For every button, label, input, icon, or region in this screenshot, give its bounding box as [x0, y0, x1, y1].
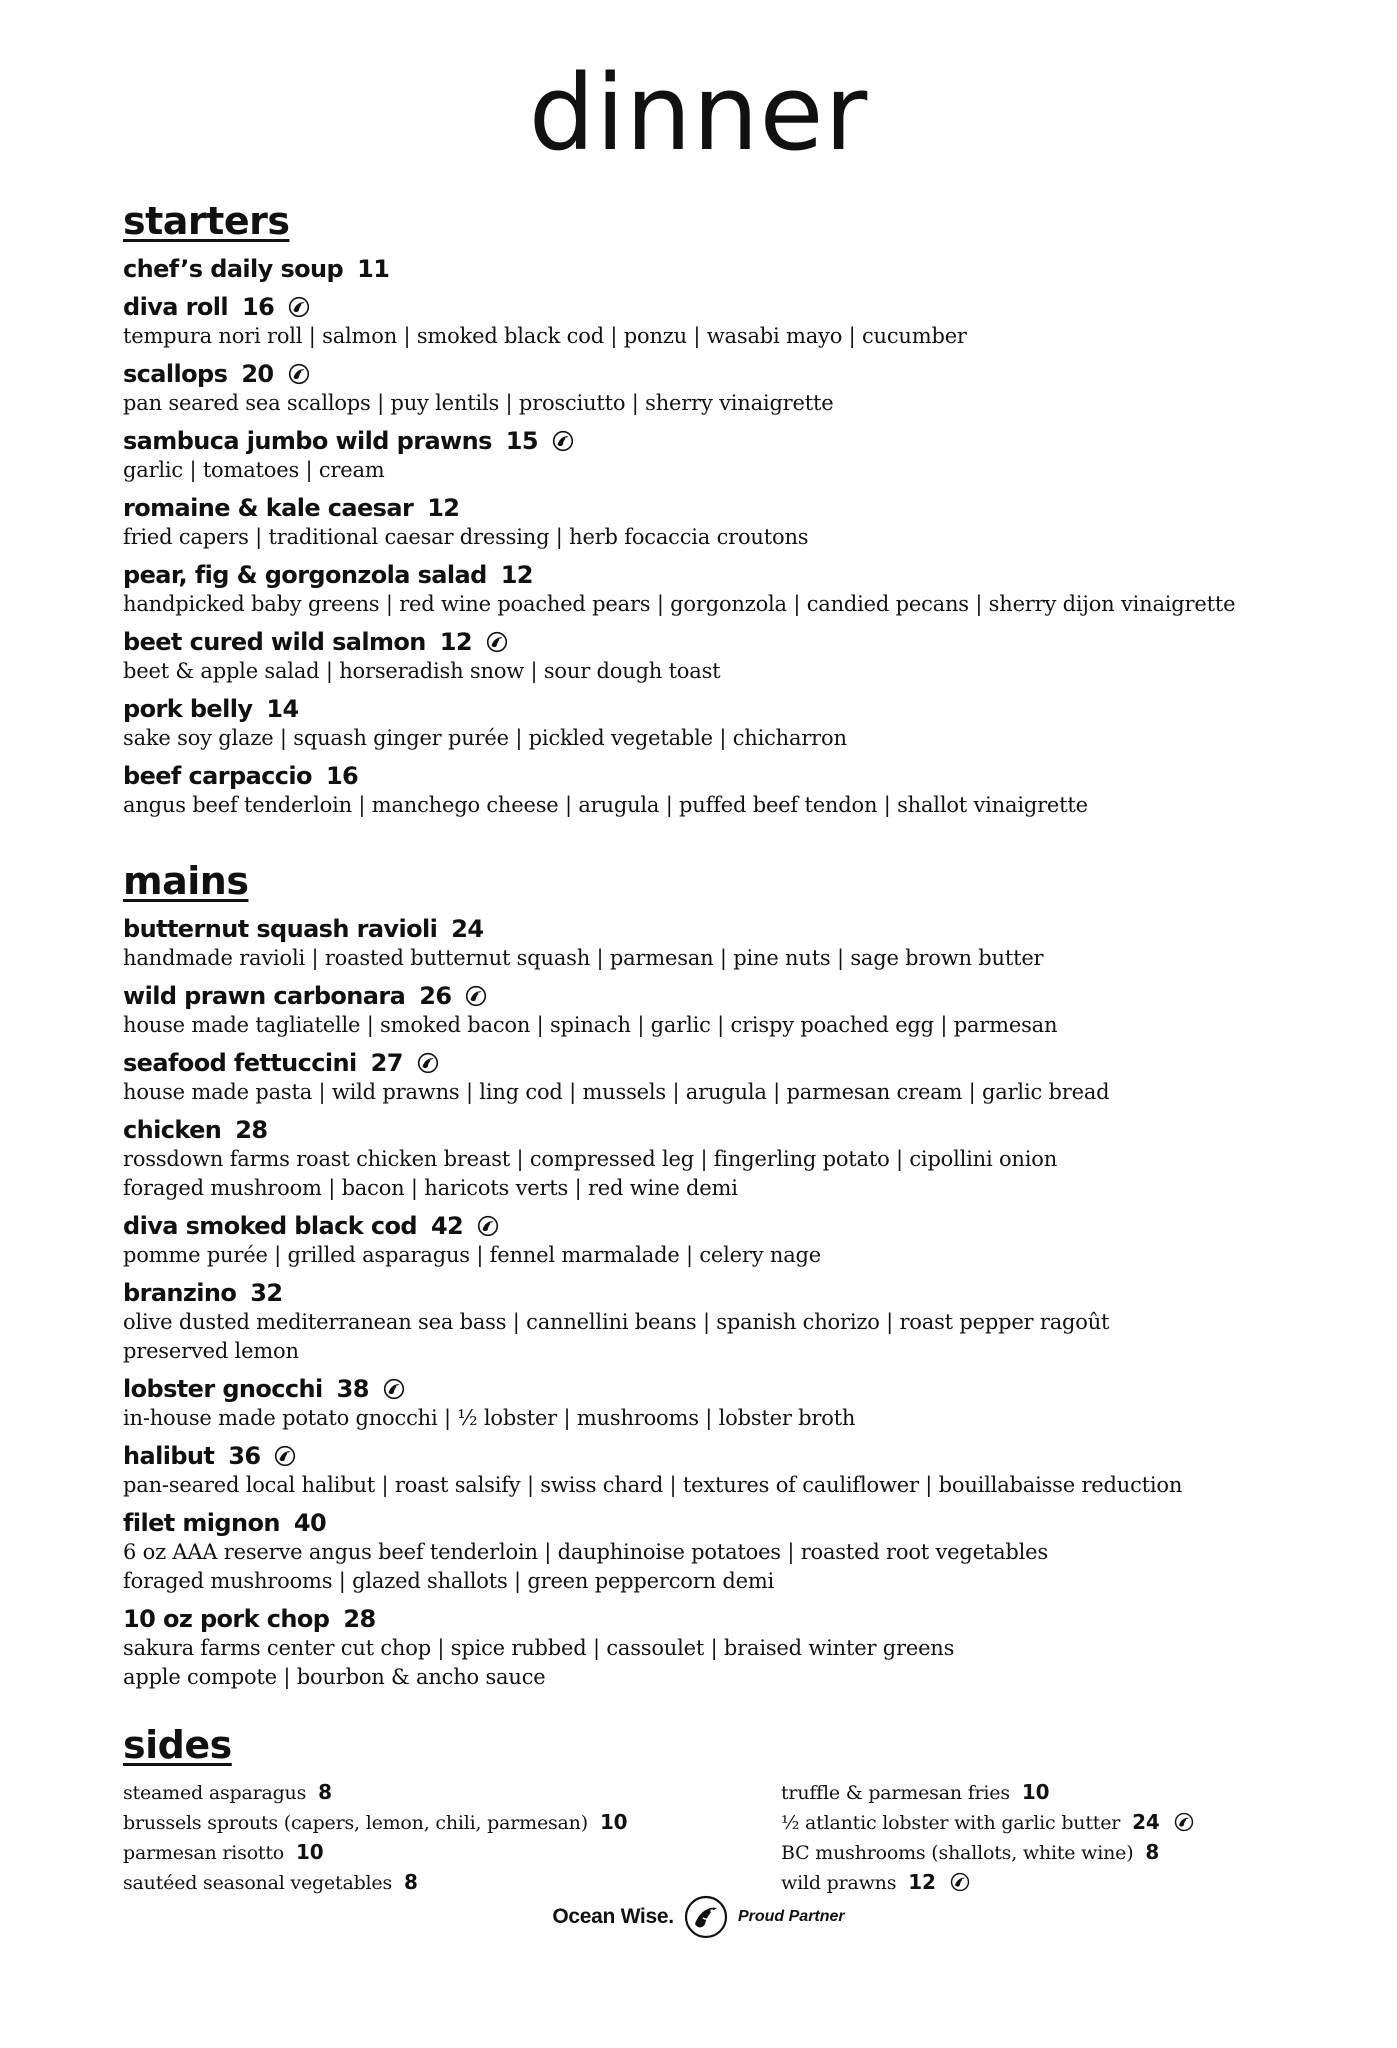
sides-section: [123, 1722, 1303, 1894]
item-name-row: [123, 426, 1303, 456]
ocean-wise-icon: [288, 363, 310, 385]
sides-heading: sides: [123, 1723, 232, 1767]
item-price: 16: [325, 762, 359, 790]
item-description: handpicked baby greens | red wine poached pears | gorgonzola | candied pecans | sherry dijon vinaigrette: [123, 592, 1236, 616]
menu-item: [123, 694, 1303, 753]
item-name-row: [123, 694, 1303, 724]
item-name: chicken: [123, 1116, 222, 1144]
item-name: 10 oz pork chop: [123, 1605, 330, 1633]
side-item-name: steamed asparagus: [123, 1782, 307, 1804]
item-price: 12: [427, 494, 460, 522]
item-price: 40: [293, 1509, 327, 1537]
side-item-name: truffle & parmesan fries: [781, 1782, 1010, 1804]
item-description: angus beef tenderloin | manchego cheese | arugula | puffed beef tendon | shallot vinaigrette: [123, 793, 1088, 817]
ocean-wise-icon: [950, 1872, 970, 1892]
ocean-wise-logo-icon: [683, 1894, 729, 1940]
item-price: 12: [439, 628, 472, 656]
item-price: 16: [241, 293, 275, 321]
item-name-row: [123, 914, 1303, 944]
menu-item: [123, 1441, 1303, 1500]
item-name-row: [123, 1048, 1303, 1078]
item-price: 20: [241, 360, 274, 388]
item-name-row: [123, 254, 1303, 284]
ocean-wise-icon: [417, 1052, 439, 1074]
side-item-price: 10: [296, 1840, 324, 1864]
item-price: 32: [250, 1279, 283, 1307]
side-item-price: 24: [1132, 1810, 1160, 1834]
menu-item: [123, 1211, 1303, 1270]
mains-list: [123, 914, 1303, 1692]
side-item-name: parmesan risotto: [123, 1842, 285, 1864]
menu-item: [123, 1115, 1303, 1203]
ocean-wise-icon: [1174, 1812, 1194, 1832]
item-name-row: [123, 1441, 1303, 1471]
item-name: scallops: [123, 360, 228, 388]
side-item-price: 10: [599, 1810, 628, 1834]
side-item-name: ½ atlantic lobster with garlic butter: [781, 1812, 1121, 1834]
item-name-row: [123, 761, 1303, 791]
item-name-row: [123, 1604, 1303, 1634]
side-item-price: 8: [1145, 1840, 1160, 1864]
item-price: 15: [505, 427, 538, 455]
side-item-price: 12: [908, 1870, 936, 1894]
item-name: beet cured wild salmon: [123, 628, 426, 656]
item-name: filet mignon: [123, 1509, 280, 1537]
item-description: beet & apple salad | horseradish snow | sour dough toast: [123, 659, 721, 683]
item-description: in-house made potato gnocchi | ½ lobster | mushrooms | lobster broth: [123, 1406, 856, 1430]
menu-item: [123, 359, 1303, 418]
item-price: 42: [430, 1212, 464, 1240]
item-price: 38: [336, 1375, 369, 1403]
menu-item: [123, 981, 1303, 1040]
ocean-wise-icon: [288, 296, 310, 318]
starters-list: [123, 254, 1303, 820]
mains-section: [123, 858, 1303, 1700]
menu-item: [123, 254, 1303, 284]
item-price: 27: [370, 1049, 403, 1077]
item-description-continued: apple compote | bourbon & ancho sauce: [123, 1665, 546, 1689]
item-description: fried capers | traditional caesar dressing | herb focaccia croutons: [123, 525, 809, 549]
item-name-row: [123, 359, 1303, 389]
ocean-wise-icon: [486, 631, 508, 653]
ocean-wise-icon: [274, 1445, 296, 1467]
item-description: house made pasta | wild prawns | ling cod | mussels | arugula | parmesan cream | garlic bread: [123, 1080, 1110, 1104]
side-item-price: 8: [404, 1870, 418, 1894]
proud-partner-label: Proud Partner: [737, 1908, 845, 1925]
item-name-row: [123, 493, 1303, 523]
item-description-continued: preserved lemon: [123, 1339, 299, 1363]
ocean-wise-icon: [383, 1378, 405, 1400]
side-item: [781, 1808, 1194, 1838]
item-name-row: [123, 1115, 1303, 1145]
item-name: diva smoked black cod: [123, 1212, 417, 1240]
item-description-continued: foraged mushroom | bacon | haricots verts | red wine demi: [123, 1176, 738, 1200]
item-description: pan seared sea scallops | puy lentils | prosciutto | sherry vinaigrette: [123, 391, 834, 415]
item-description: sake soy glaze | squash ginger purée | pickled vegetable | chicharron: [123, 726, 847, 750]
item-name: pear, fig & gorgonzola salad: [123, 561, 487, 589]
item-name: sambuca jumbo wild prawns: [123, 427, 492, 455]
item-price: 11: [357, 255, 390, 283]
menu-item: [123, 914, 1303, 973]
menu-item: [123, 560, 1303, 619]
side-item: [781, 1778, 1194, 1808]
item-name-row: [123, 1211, 1303, 1241]
item-name: lobster gnocchi: [123, 1375, 323, 1403]
side-item-name: brussels sprouts (capers, lemon, chili, parmesan): [123, 1812, 588, 1834]
item-name: wild prawn carbonara: [123, 982, 406, 1010]
item-name: pork belly: [123, 695, 253, 723]
item-description: tempura nori roll | salmon | smoked black cod | ponzu | wasabi mayo | cucumber: [123, 324, 967, 348]
item-name-row: [123, 1508, 1303, 1538]
menu-item: [123, 1604, 1303, 1692]
menu-item: [123, 426, 1303, 485]
item-description: pan-seared local halibut | roast salsify | swiss chard | textures of cauliflower | bouillabaisse reduction: [123, 1473, 1183, 1497]
item-name: seafood fettuccini: [123, 1049, 357, 1077]
menu-item: [123, 1278, 1303, 1366]
ocean-wise-icon: [477, 1215, 499, 1237]
item-name: romaine & kale caesar: [123, 494, 414, 522]
side-item-name: BC mushrooms (shallots, white wine): [781, 1842, 1134, 1864]
item-name: chef’s daily soup: [123, 255, 344, 283]
menu-title: dinner: [528, 52, 869, 174]
item-price: 26: [419, 982, 452, 1010]
starters-heading: starters: [123, 199, 290, 243]
side-item-price: 8: [318, 1780, 332, 1804]
item-description: rossdown farms roast chicken breast | compressed leg | fingerling potato | cipollini onion: [123, 1147, 1058, 1171]
ocean-wise-brand: Ocean Wise.: [552, 1905, 674, 1928]
ocean-wise-icon: [465, 985, 487, 1007]
item-description: garlic | tomatoes | cream: [123, 458, 385, 482]
side-item-name: wild prawns: [781, 1872, 897, 1894]
item-name-row: [123, 560, 1303, 590]
sides-left-column: [123, 1778, 627, 1898]
menu-item: [123, 1508, 1303, 1596]
menu-item: [123, 761, 1303, 820]
menu-item: [123, 493, 1303, 552]
item-description: handmade ravioli | roasted butternut squash | parmesan | pine nuts | sage brown butter: [123, 946, 1044, 970]
side-item: [123, 1838, 627, 1868]
item-price: 14: [266, 695, 299, 723]
item-name-row: [123, 292, 1303, 322]
item-description: house made tagliatelle | smoked bacon | spinach | garlic | crispy poached egg | parmesan: [123, 1013, 1058, 1037]
item-description: sakura farms center cut chop | spice rubbed | cassoulet | braised winter greens: [123, 1636, 955, 1660]
item-price: 28: [343, 1605, 376, 1633]
menu-item: [123, 1374, 1303, 1433]
item-description-continued: foraged mushrooms | glazed shallots | green peppercorn demi: [123, 1569, 775, 1593]
menu-item: [123, 627, 1303, 686]
sides-columns: [123, 1778, 1303, 1894]
item-name: diva roll: [123, 293, 228, 321]
item-name: butternut squash ravioli: [123, 915, 438, 943]
item-description: pomme purée | grilled asparagus | fennel marmalade | celery nage: [123, 1243, 822, 1267]
starters-section: [123, 198, 1303, 828]
ocean-wise-icon: [552, 430, 574, 452]
item-name-row: [123, 1374, 1303, 1404]
item-price: 24: [451, 915, 484, 943]
item-name-row: [123, 981, 1303, 1011]
item-price: 28: [235, 1116, 268, 1144]
item-name-row: [123, 627, 1303, 657]
item-description: 6 oz AAA reserve angus beef tenderloin | dauphinoise potatoes | roasted root vegetables: [123, 1540, 1048, 1564]
side-item: [123, 1778, 627, 1808]
item-name: halibut: [123, 1442, 215, 1470]
side-item: [123, 1808, 627, 1838]
side-item: [781, 1838, 1194, 1868]
item-description: olive dusted mediterranean sea bass | cannellini beans | spanish chorizo | roast pepper ragoût: [123, 1310, 1110, 1334]
item-name: branzino: [123, 1279, 237, 1307]
menu-item: [123, 1048, 1303, 1107]
ocean-wise-footer: [0, 1894, 1397, 1940]
item-name-row: [123, 1278, 1303, 1308]
sides-right-column: [781, 1778, 1194, 1898]
side-item-price: 10: [1021, 1780, 1050, 1804]
side-item-name: sautéed seasonal vegetables: [123, 1872, 393, 1894]
mains-heading: mains: [123, 859, 249, 903]
item-price: 12: [500, 561, 533, 589]
item-name: beef carpaccio: [123, 762, 312, 790]
menu-item: [123, 292, 1303, 351]
item-price: 36: [228, 1442, 261, 1470]
